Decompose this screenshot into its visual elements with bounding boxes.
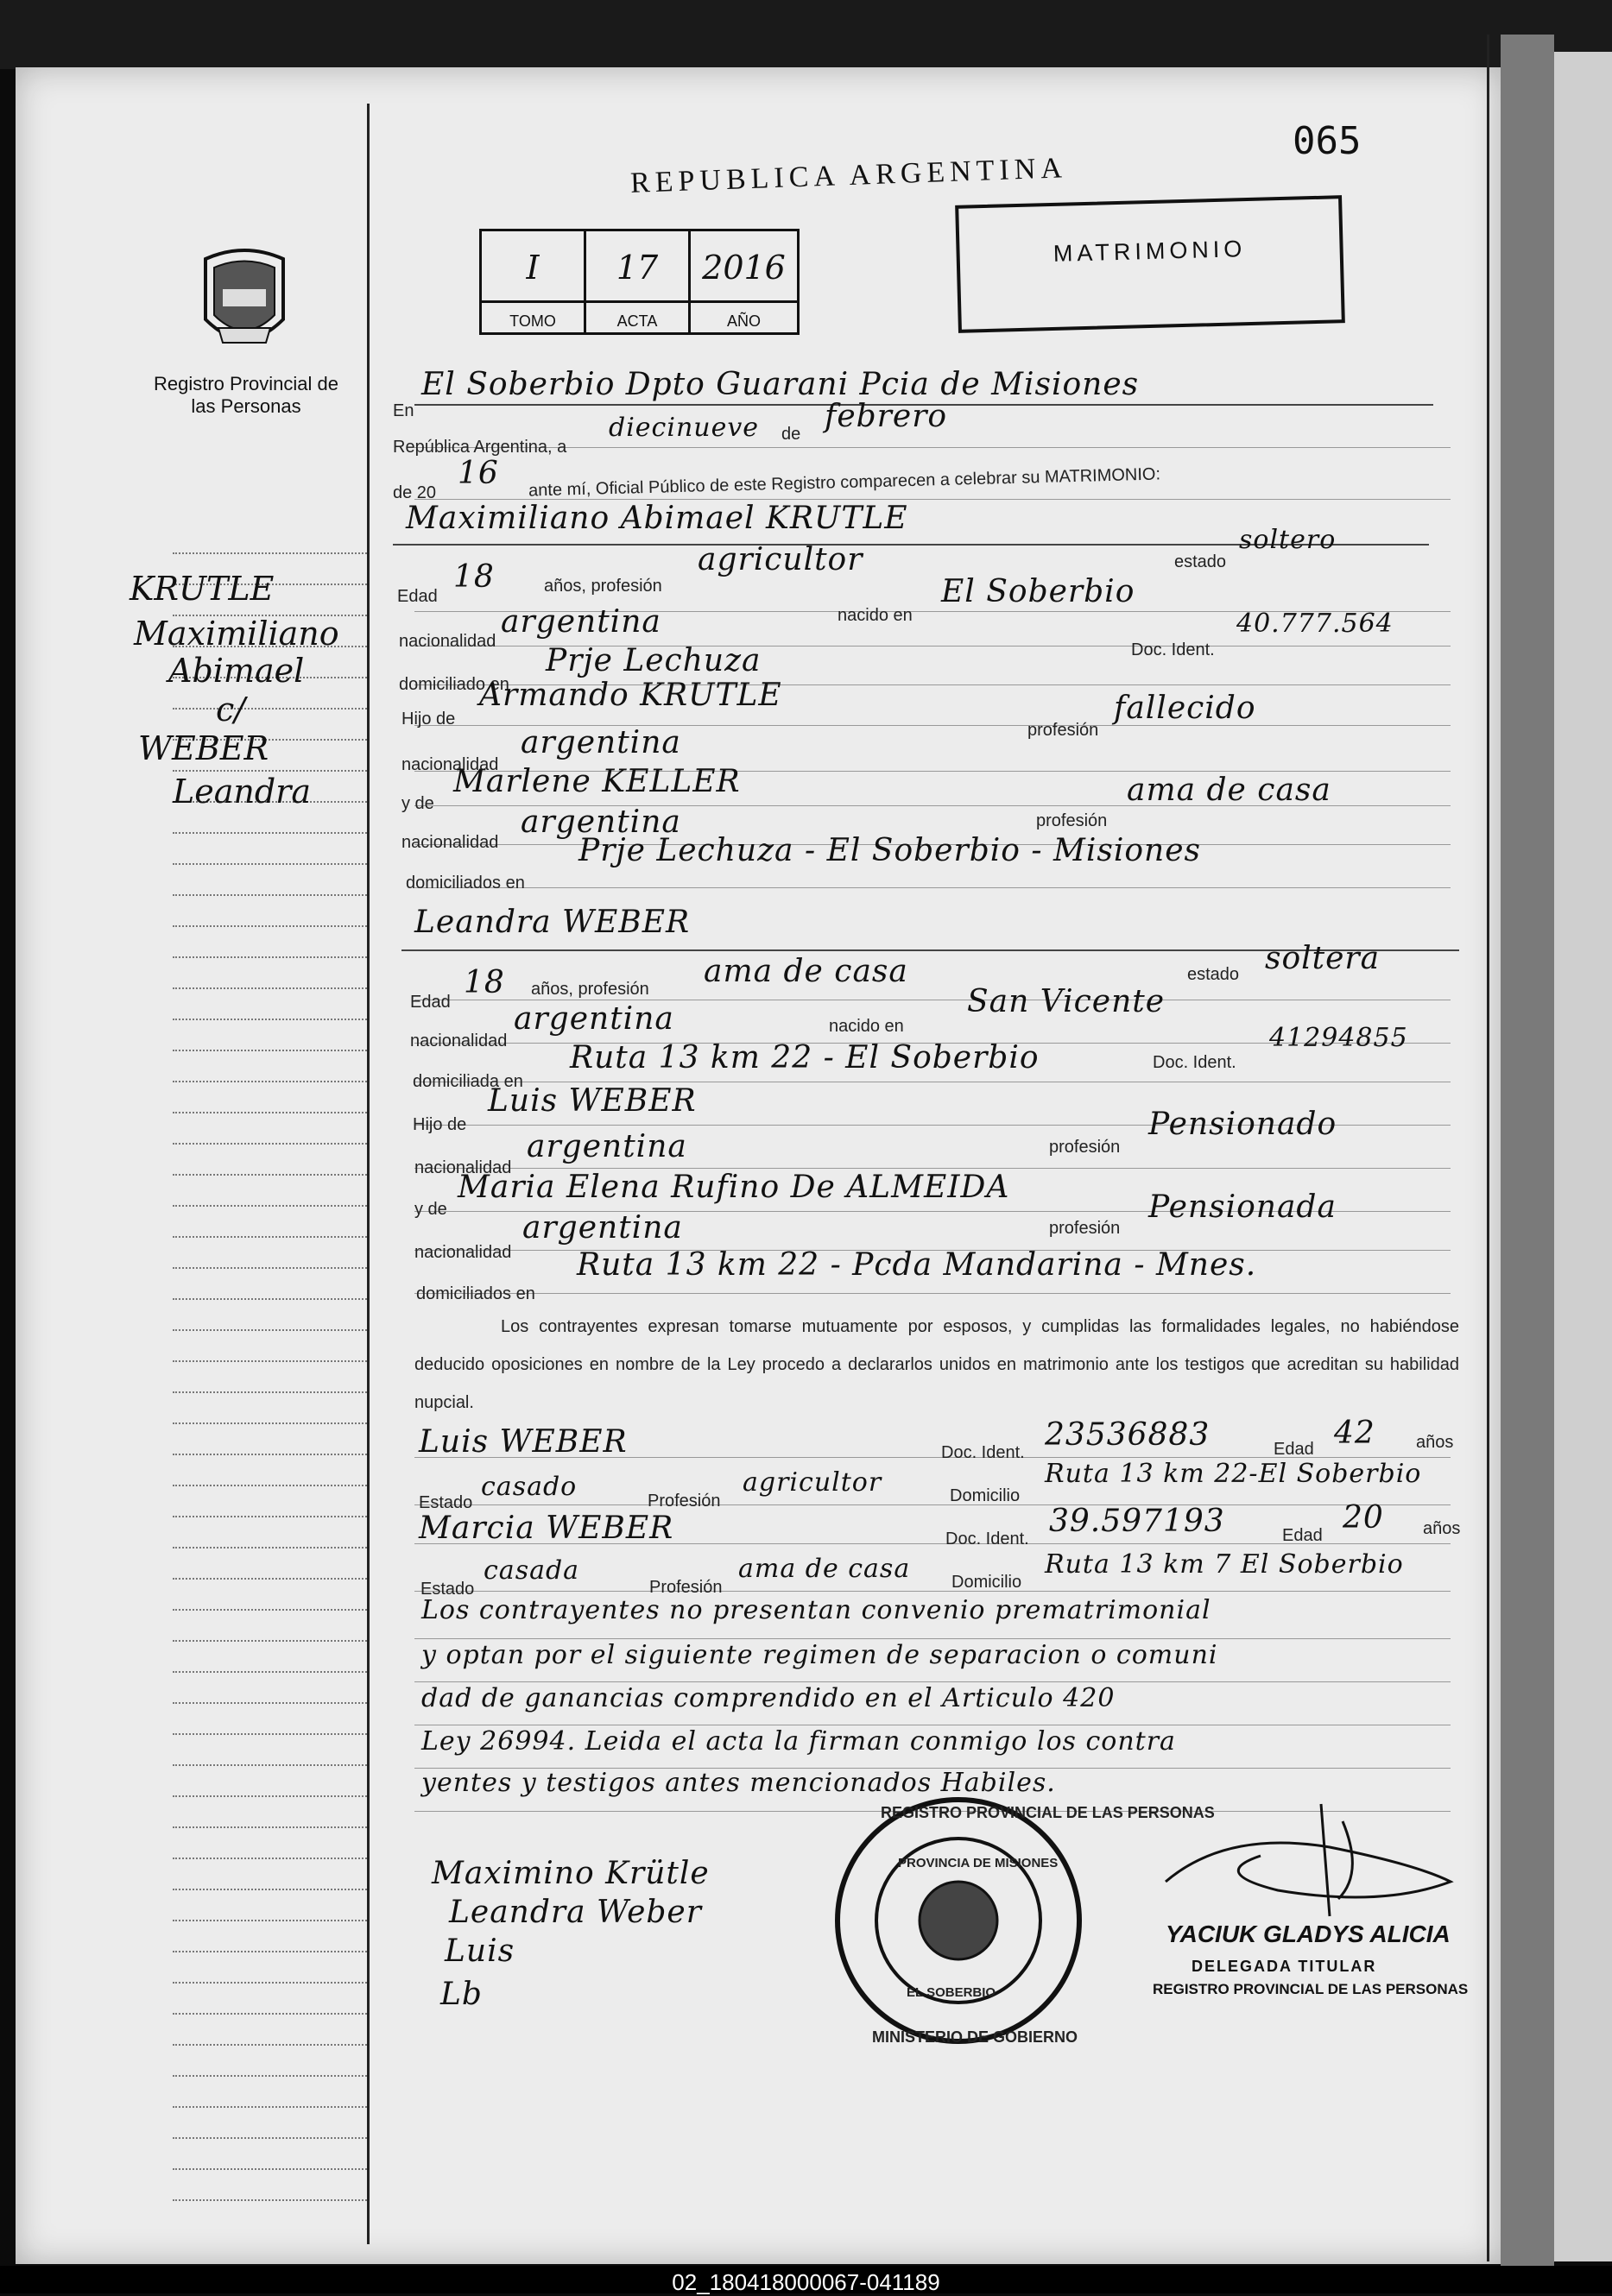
anio-label: AÑO (726, 312, 761, 330)
margin-dotted-line (173, 2013, 367, 2015)
bride-edad-label: Edad (410, 993, 451, 1012)
signature-witness-2: Lb (440, 1977, 483, 2012)
groom-mother-label: y de (401, 794, 434, 813)
margin-dotted-line (173, 1019, 367, 1020)
bride-father-nac-label: nacionalidad (414, 1158, 512, 1177)
groom-father-nationality: argentina (521, 725, 681, 760)
margin-dotted-line (173, 1516, 367, 1517)
margin-surname-bride: WEBER (138, 729, 269, 767)
note-line-4: Ley 26994. Leida el acta la firman conmigo los contra (421, 1726, 1176, 1757)
groom-father-profession: fallecido (1114, 691, 1256, 726)
groom-profession: agricultor (698, 542, 863, 577)
bride-name: Leandra WEBER (414, 905, 691, 940)
groom-dom-label: domiciliado en (399, 675, 509, 694)
witness-2-doc-label: Doc. Ident. (945, 1530, 1029, 1549)
margin-dotted-line (173, 894, 367, 896)
registry-label: Registro Provincial de las Personas (154, 373, 338, 417)
year-prefix: de 20 (393, 483, 437, 502)
bride-prof-label: años, profesión (531, 980, 649, 999)
official-signature-icon (1157, 1795, 1468, 1925)
acta-table (479, 229, 800, 335)
scan-background-top (0, 0, 1612, 69)
note-line-5: yentes y testigos antes mencionados Habiles. (421, 1768, 1056, 1798)
margin-dotted-line (173, 925, 367, 927)
groom-birthplace: El Soberbio (941, 574, 1135, 609)
witness-2-status: casada (484, 1555, 580, 1586)
margin-dotted-line (173, 1702, 367, 1704)
rule (414, 1681, 1451, 1682)
groom-mother-prof-label: profesión (1036, 811, 1108, 830)
book-gutter (1501, 35, 1554, 2270)
groom-address: Prje Lechuza (546, 643, 762, 678)
margin-dotted-line (173, 2075, 367, 2077)
witness-1-status: casado (481, 1472, 578, 1502)
margin-dotted-line (173, 1951, 367, 1952)
witness-1-edad-label: Edad (1274, 1440, 1314, 1459)
groom-parents-address: Prje Lechuza - El Soberbio - Misiones (578, 833, 1201, 868)
margin-dotted-line (173, 1454, 367, 1455)
witness-2-age: 20 (1343, 1500, 1384, 1536)
margin-dotted-line (173, 863, 367, 865)
groom-father-prof-label: profesión (1027, 721, 1099, 740)
rule (414, 1504, 1451, 1505)
margin-connector: c/ (216, 691, 246, 729)
bride-mother-label: y de (414, 1200, 447, 1219)
margin-dotted-line (173, 1485, 367, 1486)
margin-dotted-line (173, 1640, 367, 1642)
en-label: En (393, 401, 414, 420)
margin-dotted-line (173, 1360, 367, 1362)
signature-witness-1: Luis (445, 1933, 515, 1969)
tomo-label: TOMO (509, 312, 556, 330)
official-name: YACIUK GLADYS ALICIA (1166, 1921, 1451, 1947)
intro-text: ante mí, Oficial Público de este Registro comparecen a celebrar su MATRIMONIO: (528, 464, 1161, 501)
bride-parents-address: Ruta 13 km 22 - Pcda Mandarina - Mnes. (577, 1247, 1257, 1283)
de-label: de (781, 425, 801, 444)
province-crest-icon (197, 246, 292, 358)
margin-rule (367, 104, 370, 2244)
scan-filename: 02_180418000067-041189 (672, 2269, 940, 2295)
right-margin-rule (1487, 35, 1489, 2261)
rule (414, 1293, 1451, 1294)
margin-dotted-line (173, 832, 367, 834)
witness-2-doc: 39.597193 (1049, 1504, 1225, 1539)
day-value: diecinueve (609, 413, 760, 443)
witness-1-name: Luis WEBER (419, 1424, 628, 1460)
groom-estado-label: estado (1174, 552, 1227, 571)
bride-doc-label: Doc. Ident. (1153, 1053, 1236, 1072)
witness-2-profession: ama de casa (738, 1554, 911, 1584)
bride-nacido-label: nacido en (829, 1017, 904, 1036)
margin-dotted-line (173, 1889, 367, 1890)
margin-dotted-line (173, 1391, 367, 1393)
rule (414, 1168, 1451, 1169)
groom-status: soltero (1239, 525, 1337, 555)
margin-dotted-line (173, 1547, 367, 1549)
bride-hijo-label: Hijo de (413, 1115, 467, 1134)
margin-dotted-line (173, 1112, 367, 1113)
margin-dotted-line (173, 1764, 367, 1766)
groom-doc: 40.777.564 (1236, 609, 1394, 639)
acta-value: 17 (616, 249, 659, 287)
margin-dotted-line (173, 708, 367, 710)
margin-dotted-line (173, 1174, 367, 1176)
record-type-box (955, 195, 1345, 333)
groom-father: Armando KRUTLE (479, 678, 782, 713)
rule (414, 447, 1451, 448)
witness-1-dom-label: Domicilio (950, 1486, 1021, 1505)
page-number: 065 (1293, 119, 1362, 163)
margin-dotted-line (173, 2168, 367, 2170)
acta-label: ACTA (616, 312, 658, 330)
rule (414, 1638, 1451, 1639)
bride-parents-dom-label: domiciliados en (416, 1284, 535, 1303)
margin-dotted-line (173, 1236, 367, 1238)
margin-surname-groom: KRUTLE (130, 570, 275, 608)
signature-groom: Maximino Krütle (432, 1856, 710, 1891)
witness-2-anios-label: años (1423, 1519, 1461, 1538)
groom-name: Maximiliano Abimael KRUTLE (406, 501, 908, 536)
margin-dotted-line (173, 1795, 367, 1797)
margin-dotted-line (173, 1858, 367, 1859)
stamp-outer-text: REGISTRO PROVINCIAL DE LAS PERSONAS (881, 1804, 1215, 1821)
groom-hijo-label: Hijo de (401, 710, 456, 729)
margin-dotted-line (173, 1422, 367, 1424)
bride-father-nationality: argentina (527, 1129, 687, 1164)
groom-prof-label: años, profesión (544, 577, 662, 596)
groom-mother-profession: ama de casa (1127, 773, 1331, 808)
margin-dotted-line (173, 1267, 367, 1269)
groom-nationality: argentina (501, 604, 661, 640)
margin-dotted-line (173, 1205, 367, 1207)
month-value: febrero (825, 399, 948, 434)
margin-dotted-line (173, 1733, 367, 1735)
bride-status: soltera (1265, 941, 1381, 976)
margin-dotted-line (173, 1609, 367, 1611)
year-suffix: 16 (458, 456, 499, 491)
bride-mother-profession: Pensionada (1148, 1189, 1337, 1225)
bride-profession: ama de casa (704, 954, 908, 989)
margin-dotted-line (173, 2137, 367, 2139)
groom-edad-label: Edad (397, 587, 438, 606)
note-line-1: Los contrayentes no presentan convenio prematrimonial (421, 1595, 1211, 1625)
groom-father-nac-label: nacionalidad (401, 755, 499, 774)
margin-dotted-line (173, 1081, 367, 1082)
tomo-value: I (526, 249, 540, 287)
margin-dotted-line (173, 1578, 367, 1580)
witness-1-age: 42 (1334, 1416, 1375, 1451)
margin-dotted-line (173, 1329, 367, 1331)
record-type: MATRIMONIO (1053, 236, 1247, 267)
facing-page-edge (1554, 52, 1612, 2261)
stamp-inner-text: PROVINCIA DE MISIONES (898, 1856, 1059, 1870)
witness-2-address: Ruta 13 km 7 El Soberbio (1045, 1549, 1404, 1580)
note-line-2: y optan por el siguiente regimen de separacion o comuni (421, 1640, 1218, 1670)
witness-2-dom-label: Domicilio (951, 1573, 1022, 1592)
margin-dotted-line (173, 1671, 367, 1673)
margin-middle-groom: Abimael (168, 652, 305, 690)
groom-mother-nac-label: nacionalidad (401, 833, 499, 852)
country-title: REPUBLICA ARGENTINA (629, 152, 1068, 199)
margin-dotted-line (173, 2106, 367, 2108)
rule (414, 1591, 1451, 1592)
bride-nationality: argentina (514, 1001, 674, 1037)
stamp-place-text: EL SOBERBIO (907, 1985, 996, 2000)
witness-1-anios-label: años (1416, 1433, 1454, 1452)
margin-dotted-line (173, 2199, 367, 2201)
official-org: REGISTRO PROVINCIAL DE LAS PERSONAS (1153, 1981, 1469, 1997)
witness-2-name: Marcia WEBER (419, 1511, 674, 1546)
bride-age: 18 (464, 965, 505, 1000)
anio-value: 2016 (702, 249, 786, 287)
rule (414, 887, 1451, 888)
witness-2-edad-label: Edad (1282, 1526, 1323, 1545)
groom-doc-label: Doc. Ident. (1131, 640, 1215, 659)
margin-dotted-line (173, 987, 367, 989)
witness-1-doc-label: Doc. Ident. (941, 1443, 1025, 1462)
bride-father: Luis WEBER (488, 1083, 697, 1119)
stamp-ministry-text: MINISTERIO DE GOBIERNO (872, 2028, 1078, 2046)
margin-dotted-line (173, 1298, 367, 1300)
groom-mother-nationality: argentina (521, 804, 681, 840)
bride-doc: 41294855 (1269, 1023, 1408, 1053)
bride-estado-label: estado (1187, 965, 1240, 984)
margin-dotted-line (173, 1982, 367, 1984)
groom-mother: Marlene KELLER (453, 764, 741, 799)
bride-mother-prof-label: profesión (1049, 1219, 1121, 1238)
place-value: El Soberbio Dpto Guarani Pcia de Misiones (421, 367, 1140, 402)
groom-nacido-label: nacido en (838, 606, 913, 625)
note-line-3: dad de ganancias comprendido en el Articulo 420 (421, 1683, 1116, 1713)
margin-dotted-line (173, 552, 367, 554)
witness-1-estado-label: Estado (419, 1493, 473, 1512)
margin-dotted-line (173, 2044, 367, 2046)
signature-bride: Leandra Weber (449, 1895, 702, 1930)
bride-dom-label: domiciliada en (413, 1072, 523, 1091)
margin-dotted-line (173, 1826, 367, 1828)
witness-1-address: Ruta 13 km 22-El Soberbio (1045, 1459, 1422, 1489)
witness-1-profession: agricultor (743, 1467, 882, 1498)
margin-name-groom: Maximiliano (134, 615, 339, 653)
bride-father-prof-label: profesión (1049, 1138, 1121, 1157)
groom-nac-label: nacionalidad (399, 632, 496, 651)
declaration-text: Los contrayentes expresan tomarse mutuamente por esposos, y cumplidas las formalidades legales, no habiéndose deducido oposiciones en nombre de la Ley procedo a declararlos unidos en matrimonio ante los testigos que acreditan su habilidad nupcial. (414, 1317, 1459, 1412)
bride-nac-label: nacionalidad (410, 1031, 508, 1050)
bride-father-profession: Pensionado (1148, 1107, 1337, 1142)
bride-address: Ruta 13 km 22 - El Soberbio (570, 1040, 1040, 1075)
bride-mother: Maria Elena Rufino De ALMEIDA (458, 1170, 1010, 1205)
margin-dotted-line (173, 1143, 367, 1145)
margin-dotted-line (173, 770, 367, 772)
margin-dotted-line (173, 1050, 367, 1051)
bride-birthplace: San Vicente (967, 984, 1166, 1019)
witness-2-estado-label: Estado (420, 1580, 475, 1599)
bride-mother-nac-label: nacionalidad (414, 1243, 512, 1262)
witness-2-prof-label: Profesión (649, 1578, 723, 1597)
republica-label: República Argentina, a (393, 438, 567, 457)
witness-1-prof-label: Profesión (648, 1492, 721, 1511)
registry-stamp-icon (829, 1791, 1088, 2050)
witness-1-doc: 23536883 (1045, 1417, 1211, 1453)
groom-parents-dom-label: domiciliados en (406, 874, 525, 893)
groom-age: 18 (453, 559, 495, 595)
margin-dotted-line (173, 956, 367, 958)
official-role: DELEGADA TITULAR (1192, 1958, 1377, 1975)
margin-name-bride: Leandra (173, 773, 311, 811)
bride-mother-nationality: argentina (522, 1210, 683, 1246)
margin-dotted-line (173, 1920, 367, 1921)
